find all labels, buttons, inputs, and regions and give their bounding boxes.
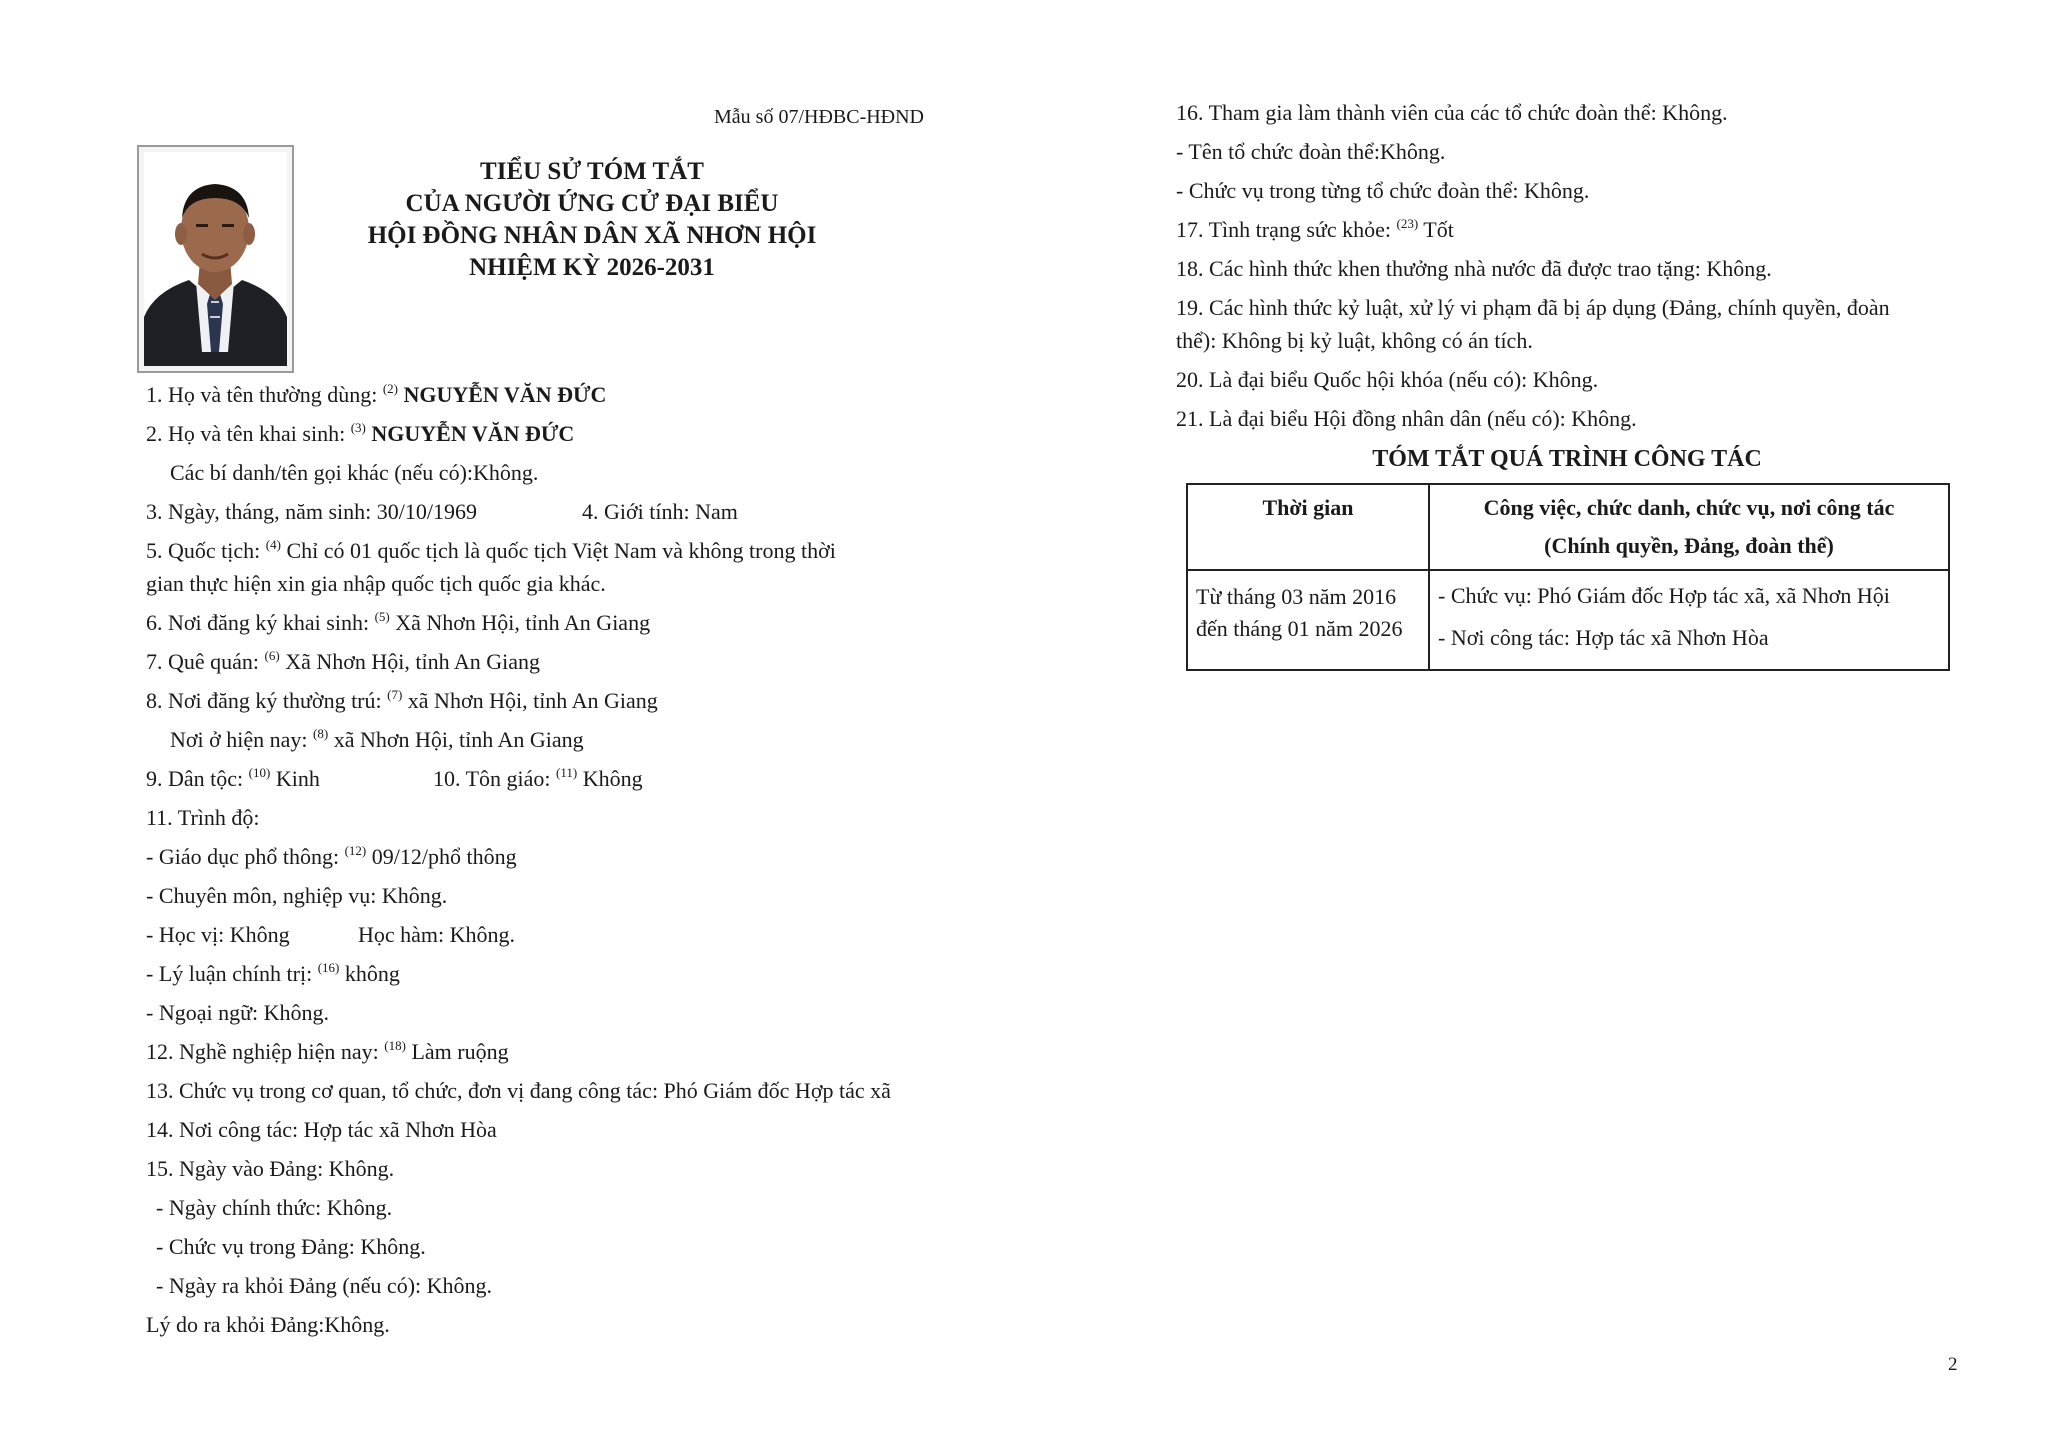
field-birth-name: 2. Họ và tên khai sinh: $^{(3)}$ NGUYỄN VĂN ĐỨC xyxy=(146,420,575,446)
work-history-table xyxy=(1186,483,1950,671)
field-party-leave-date: - Ngày ra khỏi Đảng (nếu có): Không. xyxy=(156,1273,493,1298)
field-degree: - Học vị: Không xyxy=(146,922,290,947)
field-party-leave-reason: Lý do ra khỏi Đảng:Không. xyxy=(146,1312,390,1337)
field-birth-date: 3. Ngày, tháng, năm sinh: 30/10/1969 xyxy=(146,499,477,524)
form-number: Mẫu số 07/HĐBC-HĐND xyxy=(714,106,924,128)
field-birth-registration: 6. Nơi đăng ký khai sinh: $^{(5)}$ Xã Nhơn Hội, tỉnh An Giang xyxy=(146,609,651,635)
field-occupation: 12. Nghề nghiệp hiện nay: $^{(18)}$ Làm ruộng xyxy=(146,1038,509,1064)
field-national-assembly: 20. Là đại biểu Quốc hội khóa (nếu có): Không. xyxy=(1176,367,1599,392)
header-time: Thời gian xyxy=(1187,484,1429,570)
page-number: 2 xyxy=(1948,1354,1958,1375)
field-awards: 18. Các hình thức khen thưởng nhà nước đã được trao tặng: Không. xyxy=(1176,256,1772,281)
title-line-4: NHIỆM KỲ 2026-2031 xyxy=(469,254,715,281)
field-organization-name: - Tên tổ chức đoàn thể:Không. xyxy=(1176,139,1446,164)
field-political-theory: - Lý luận chính trị: $^{(16)}$ không xyxy=(146,960,400,986)
cell-time-line-2: đến tháng 01 năm 2026 xyxy=(1196,616,1403,641)
header-job-line-1: Công việc, chức danh, chức vụ, nơi công tác xyxy=(1483,495,1895,520)
field-common-name: 1. Họ và tên thường dùng: $^{(2)}$ NGUYỄN VĂN ĐỨC xyxy=(146,381,607,407)
field-religion: 10. Tôn giáo: $^{(11)}$ Không xyxy=(433,765,643,791)
field-workplace: 14. Nơi công tác: Hợp tác xã Nhơn Hòa xyxy=(146,1117,497,1142)
field-foreign-language: - Ngoại ngữ: Không. xyxy=(146,1000,330,1025)
field-party-position: - Chức vụ trong Đảng: Không. xyxy=(156,1234,426,1259)
title-line-3: HỘI ĐỒNG NHÂN DÂN XÃ NHƠN HỘI xyxy=(367,222,817,249)
header-job xyxy=(1429,484,1949,570)
cell-job xyxy=(1429,570,1949,670)
field-specialty: - Chuyên môn, nghiệp vụ: Không. xyxy=(146,883,448,908)
cell-job-line-1: - Chức vụ: Phó Giám đốc Hợp tác xã, xã Nhơn Hội xyxy=(1438,583,1890,608)
field-nationality-continued: gian thực hiện xin gia nhập quốc tịch quốc gia khác. xyxy=(146,571,606,596)
table-row xyxy=(1187,570,1949,670)
field-party-official-date: - Ngày chính thức: Không. xyxy=(156,1195,393,1220)
field-ethnicity: 9. Dân tộc: $^{(10)}$ Kinh xyxy=(146,765,320,791)
field-organizations: 16. Tham gia làm thành viên của các tổ chức đoàn thể: Không. xyxy=(1176,100,1728,125)
field-qualifications: 11. Trình độ: xyxy=(146,805,260,830)
portrait-photo xyxy=(137,145,294,373)
work-history-title: TÓM TẮT QUÁ TRÌNH CÔNG TÁC xyxy=(1372,446,1762,472)
field-academic-rank: Học hàm: Không. xyxy=(358,922,516,947)
table-header-row xyxy=(1187,484,1949,570)
field-gender: 4. Giới tính: Nam xyxy=(582,499,738,524)
portrait-image xyxy=(144,152,287,366)
field-current-residence: Nơi ở hiện nay: $^{(8)}$ xã Nhơn Hội, tỉnh An Giang xyxy=(170,726,584,752)
cell-time xyxy=(1187,570,1429,670)
field-nationality: 5. Quốc tịch: $^{(4)}$ Chỉ có 01 quốc tịch là quốc tịch Việt Nam và không trong thời xyxy=(146,537,836,563)
field-aliases: Các bí danh/tên gọi khác (nếu có):Không. xyxy=(170,460,539,485)
field-health: 17. Tình trạng sức khỏe: $^{(23)}$ Tốt xyxy=(1176,216,1454,242)
cell-time-line-1: Từ tháng 03 năm 2016 xyxy=(1196,584,1397,609)
title-line-2: CỦA NGƯỜI ỨNG CỬ ĐẠI BIỂU xyxy=(405,190,779,217)
field-current-position: 13. Chức vụ trong cơ quan, tổ chức, đơn vị đang công tác: Phó Giám đốc Hợp tác xã xyxy=(146,1078,891,1103)
field-organization-position: - Chức vụ trong từng tổ chức đoàn thể: Không. xyxy=(1176,178,1590,203)
field-hometown: 7. Quê quán: $^{(6)}$ Xã Nhơn Hội, tỉnh An Giang xyxy=(146,648,541,674)
field-permanent-residence: 8. Nơi đăng ký thường trú: $^{(7)}$ xã Nhơn Hội, tỉnh An Giang xyxy=(146,687,658,713)
title-line-1: TIỂU SỬ TÓM TẮT xyxy=(480,158,704,185)
field-party-join-date: 15. Ngày vào Đảng: Không. xyxy=(146,1156,395,1181)
field-discipline: 19. Các hình thức kỷ luật, xử lý vi phạm đã bị áp dụng (Đảng, chính quyền, đoàn xyxy=(1176,295,1890,320)
field-peoples-council: 21. Là đại biểu Hội đồng nhân dân (nếu có): Không. xyxy=(1176,406,1637,431)
header-job-line-2: (Chính quyền, Đảng, đoàn thể) xyxy=(1544,533,1834,558)
field-general-education: - Giáo dục phổ thông: $^{(12)}$ 09/12/phổ thông xyxy=(146,843,517,869)
cell-job-line-2: - Nơi công tác: Hợp tác xã Nhơn Hòa xyxy=(1438,625,1769,650)
field-discipline-continued: thể): Không bị kỷ luật, không có án tích. xyxy=(1176,328,1533,353)
